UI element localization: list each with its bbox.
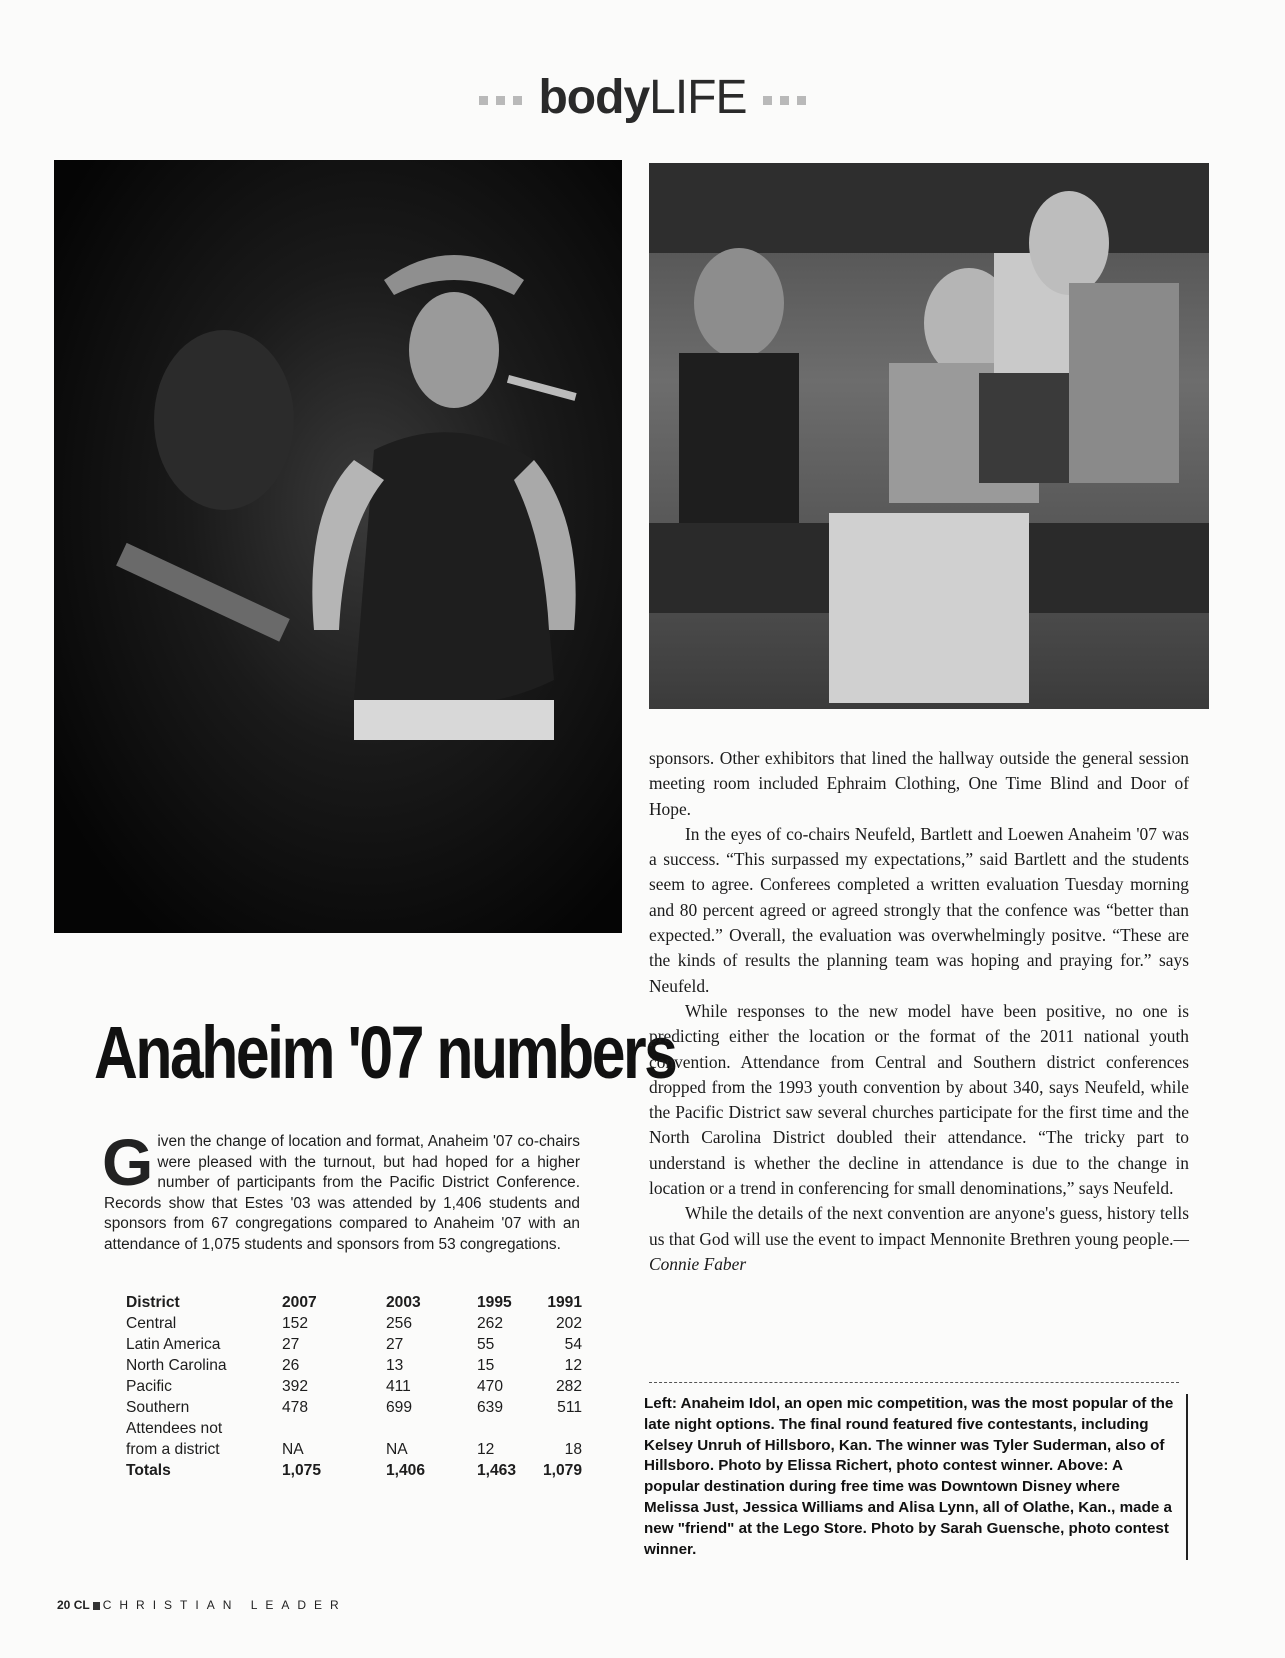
col-district: District	[126, 1294, 180, 1311]
table-cell: 411	[386, 1378, 411, 1395]
table-cell: 27	[386, 1336, 404, 1353]
table-cell: 511	[557, 1399, 583, 1416]
dropcap: G	[102, 1125, 154, 1199]
table-row	[126, 1418, 582, 1439]
footer-square-icon	[93, 1602, 100, 1610]
table-cell: Totals	[126, 1462, 171, 1479]
col-1991: 1991	[547, 1294, 583, 1311]
table-cell: Pacific	[126, 1378, 172, 1395]
table-cell: 54	[564, 1336, 583, 1353]
table-cell	[282, 1418, 386, 1439]
table-cell: 470	[477, 1378, 504, 1395]
table-cell: 699	[386, 1399, 413, 1416]
attendance-table	[126, 1292, 582, 1481]
closing-text: While the details of the next convention are anyone's guess, history tells us that God will use the event to impact Mennonite Brethren young people.	[649, 1203, 1189, 1249]
body-paragraph	[649, 1201, 1189, 1277]
photo-lego-friend	[649, 163, 1209, 709]
body-paragraph: sponsors. Other exhibitors that lined the hallway outside the general session meeting room included Ephraim Clothing, One Time Blind and Door of Hope.	[649, 748, 1189, 819]
body-paragraph: In the eyes of co-chairs Neufeld, Bartlett and Loewen Anaheim '07 was a success. “This surpassed my expectations,” said Bartlett and the students seem to agree. Conferees completed a written evaluation Tuesday morning and 80 percent agreed or agreed strongly that the confence was “better than expected.” Overall, the evaluation was overwhelmingly positve. “These are the kinds of results the planning team was hoping and praying for.” says Neufeld.	[649, 823, 1189, 996]
table-cell: 1,075	[282, 1462, 322, 1479]
table-cell: Latin America	[126, 1336, 221, 1353]
table-totals-row	[126, 1460, 582, 1481]
section-header	[0, 70, 1285, 125]
decor-square	[513, 96, 522, 105]
table-row	[126, 1439, 582, 1460]
col-1995: 1995	[477, 1294, 512, 1311]
author-signature: —Connie Faber	[649, 1228, 1189, 1274]
page-number: 20	[57, 1598, 71, 1612]
table-cell: 478	[282, 1399, 309, 1416]
table-cell: 27	[282, 1336, 300, 1353]
decor-square	[780, 96, 789, 105]
table-cell	[386, 1418, 477, 1439]
table-cell: 55	[477, 1336, 495, 1353]
table-cell: NA	[386, 1441, 408, 1458]
decor-square	[763, 96, 772, 105]
table-cell: 18	[564, 1441, 583, 1458]
table-cell: 282	[556, 1378, 583, 1395]
table-row	[126, 1397, 582, 1418]
decor-square	[496, 96, 505, 105]
table-cell: 392	[282, 1378, 309, 1395]
decor-square	[797, 96, 806, 105]
table-cell: NA	[282, 1441, 304, 1458]
table-cell: 152	[282, 1315, 309, 1332]
table-cell	[477, 1418, 543, 1439]
table-cell: Central	[126, 1315, 177, 1332]
table-row	[126, 1355, 582, 1376]
table-cell: 1,463	[477, 1462, 517, 1479]
table-cell: 256	[386, 1315, 413, 1332]
table-cell: 1,406	[386, 1462, 426, 1479]
table-cell	[543, 1418, 582, 1439]
photo-caption: Left: Anaheim Idol, an open mic competition, was the most popular of the late night options. The final round featured five contestants, including Kelsey Unruh of Hillsboro, Kan. The winner was Tyler Suderman, also of Hillsboro. Photo by Elissa Richert, photo contest winner. Above: A popular destination during free time was Downtown Disney where Melissa Just, Jessica Williams and Alisa Lynn, all of Olathe, Kan., made a new "friend" at the Lego Store. Photo by Sarah Guensche, photo contest winner.	[644, 1394, 1188, 1560]
table-row	[126, 1313, 582, 1334]
col-2003: 2003	[386, 1294, 421, 1311]
page-footer	[57, 1598, 347, 1612]
table-cell: North Carolina	[126, 1357, 227, 1374]
table-cell: 1,079	[543, 1462, 583, 1479]
header-light: LIFE	[649, 71, 747, 124]
table-cell: Attendees not	[126, 1420, 223, 1437]
table-cell: 12	[477, 1441, 495, 1458]
magazine-name: CHRISTIAN LEADER	[102, 1598, 347, 1612]
table-cell: 26	[282, 1357, 300, 1374]
table-cell: 15	[477, 1357, 495, 1374]
intro-text: iven the change of location and format, Anaheim '07 co-chairs were pleased with the turnout, but had hoped for a higher number of participants from the Pacific District Conference. Records show that Estes '03 was attended by 1,406 students and sponsors from 67 congregations compared to Anaheim '07 with an attendance of 1,075 students and sponsors from 53 congregations.	[104, 1133, 580, 1253]
intro-paragraph	[102, 1125, 580, 1256]
teens-illustration	[649, 163, 1209, 709]
table-header-row	[126, 1292, 582, 1313]
footer-cl: CL	[73, 1598, 90, 1612]
header-bold: body	[538, 71, 650, 124]
performer-illustration	[54, 160, 622, 933]
article-body	[649, 746, 1189, 1277]
photo-performer	[54, 160, 622, 933]
table-row	[126, 1334, 582, 1355]
table-cell: 262	[477, 1315, 504, 1332]
col-2007: 2007	[282, 1294, 317, 1311]
decor-square	[479, 96, 488, 105]
table-cell: from a district	[126, 1441, 220, 1458]
table-cell: 12	[564, 1357, 583, 1374]
table-cell: 202	[556, 1315, 583, 1332]
table-row	[126, 1376, 582, 1397]
table-cell: 639	[477, 1399, 504, 1416]
table-cell: Southern	[126, 1399, 190, 1416]
headline: Anaheim '07 numbers	[94, 1011, 676, 1094]
body-paragraph: While responses to the new model have been positive, no one is predicting either the location or the format of the 2011 national youth convention. Attendance from Central and Southern district conferences dropped from the 1993 youth convention by about 340, says Neufeld, while the Pacific District saw several churches participate for the first time and the North Carolina District doubled their attendance. “The tricky part to understand is whether the decline in attendance is due to the change in location or a trend in conferencing for small denominations,” says Neufeld.	[649, 1000, 1189, 1199]
caption-divider	[649, 1382, 1179, 1383]
table-cell: 13	[386, 1357, 404, 1374]
